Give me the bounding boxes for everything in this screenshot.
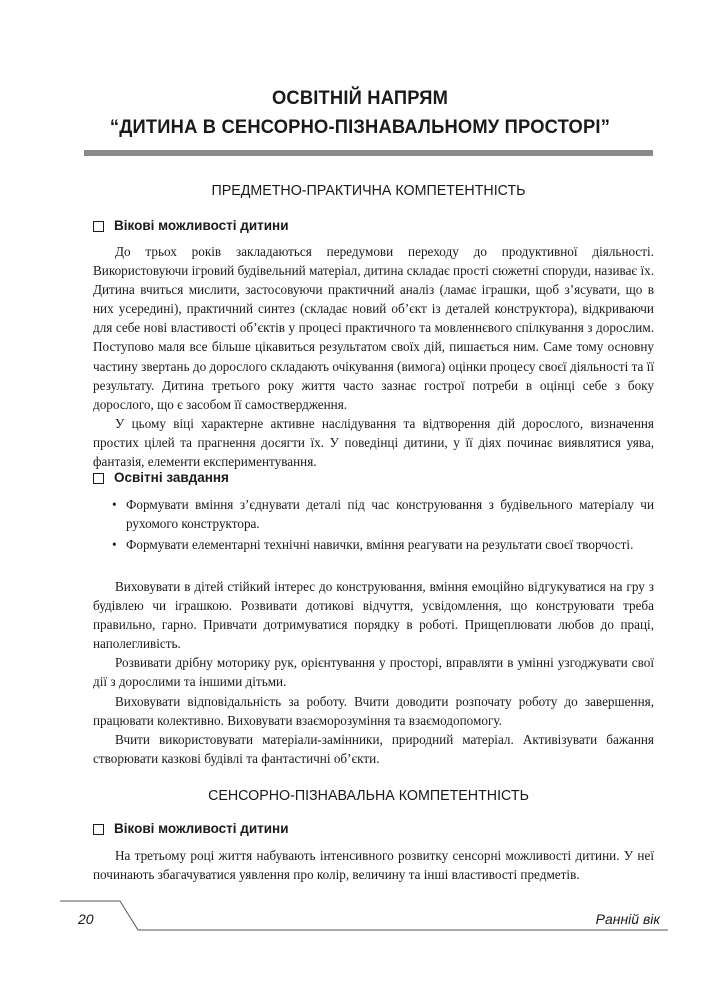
list-item	[112, 495, 654, 533]
age-abilities-text	[93, 242, 654, 471]
footer-section-label: Ранній вік	[595, 911, 660, 927]
list-item	[112, 535, 654, 554]
paragraph: На третьому році життя набувають інтенсивного розвитку сенсорні можливості дитини. У неї починають збагачуватися уявлення про колір, величину та інші властивості предметів.	[93, 848, 654, 883]
paragraph: Вчити використовувати матеріали-замінники, природний матеріал. Активізувати бажання створювати казкові будівлі та фантастичні об’єкти.	[93, 731, 654, 766]
subheading-age-abilities-2	[93, 820, 289, 838]
bullet-icon: •	[112, 537, 117, 553]
subheading-educational-tasks	[93, 469, 229, 487]
checkbox-icon	[93, 221, 104, 232]
section-heading-sensory-cognitive: СЕНСОРНО-ПІЗНАВАЛЬНА КОМПЕТЕНТНІСТЬ	[208, 787, 529, 804]
tasks-text	[93, 577, 654, 768]
paragraph: До трьох років закладаються передумови переходу до продуктивної діяльності. Використовуючи ігровий будівельний матеріал, дитина складає прості сюжетні споруди, називає їх. Дитина вчиться мислити, застосовуючи практичний аналіз (ламає іграшки, щоб з’ясувати, що в них усередині), практичний синтез (складає новий об’єкт із деталей конструктора), відкриваючи для себе нові властивості об’єктів у процесі практичного та мовленнєвого спілкування з дорослим. Поступово маля все більше цікавиться результатом своїх дій, пишається ним. Саме тому основну частину звертань до дорослого складають очікування (вимога) оцінки процесу своєї діяльності та її результату. Дитина третього року життя часто зазнає гострої потреби в оцінці себе з боку дорослого, що є засобом її самоствердження.	[93, 244, 655, 412]
list-item-text: Формувати елементарні технічні навички, вміння реагувати на результати своєї творчості.	[126, 537, 634, 553]
paragraph: У цьому віці характерне активне наслідування та відтворення дій дорослого, визначення простих цілей та прагнення досягти їх. У поведінці дитини, у її діях починає виявлятися уява, фантазія, елементи експериментування.	[93, 415, 654, 470]
page-title-line1: ОСВІТНІЙ НАПРЯМ	[271, 87, 449, 109]
page-title	[22, 84, 699, 142]
footer-rule	[60, 900, 680, 940]
sensory-age-abilities-text	[93, 846, 654, 884]
subheading-label: Вікові можливості дитини	[114, 821, 289, 836]
page-number: 20	[78, 911, 94, 927]
bullet-icon: •	[112, 497, 117, 512]
checkbox-icon	[93, 824, 104, 835]
subheading-age-abilities	[93, 217, 289, 235]
title-divider	[84, 150, 653, 156]
subheading-label: Освітні завдання	[114, 470, 229, 485]
subheading-label: Вікові можливості дитини	[114, 218, 289, 233]
paragraph: Виховувати в дітей стійкий інтерес до конструювання, вміння емоційно відгукуватися на гру з будівлею чи іграшкою. Розвивати дотикові відчуття, усвідомлення, що конструювати треба правильно, гарно. Привчати дотримуватися порядку в роботі. Прищеплювати любов до праці, наполегливість.	[93, 579, 654, 652]
section-heading-subject-practical: ПРЕДМЕТНО-ПРАКТИЧНА КОМПЕТЕНТНІСТЬ	[211, 182, 526, 199]
page-title-line2: “ДИТИНА В СЕНСОРНО-ПІЗНАВАЛЬНОМУ ПРОСТОРІ”	[109, 116, 611, 138]
tasks-bullet-list	[112, 495, 654, 556]
list-item-text: Формувати вміння з’єднувати деталі під час конструювання з будівельного матеріалу чи рухомого конструктора.	[126, 497, 654, 532]
checkbox-icon	[93, 473, 104, 484]
paragraph: Розвивати дрібну моторику рук, орієнтування у просторі, вправляти в умінні узгоджувати свої дії з дорослими та іншими дітьми.	[93, 655, 654, 690]
paragraph: Виховувати відповідальність за роботу. Вчити доводити розпочату роботу до завершення, працювати колективно. Виховувати взаєморозуміння та взаємодопомогу.	[93, 693, 654, 728]
